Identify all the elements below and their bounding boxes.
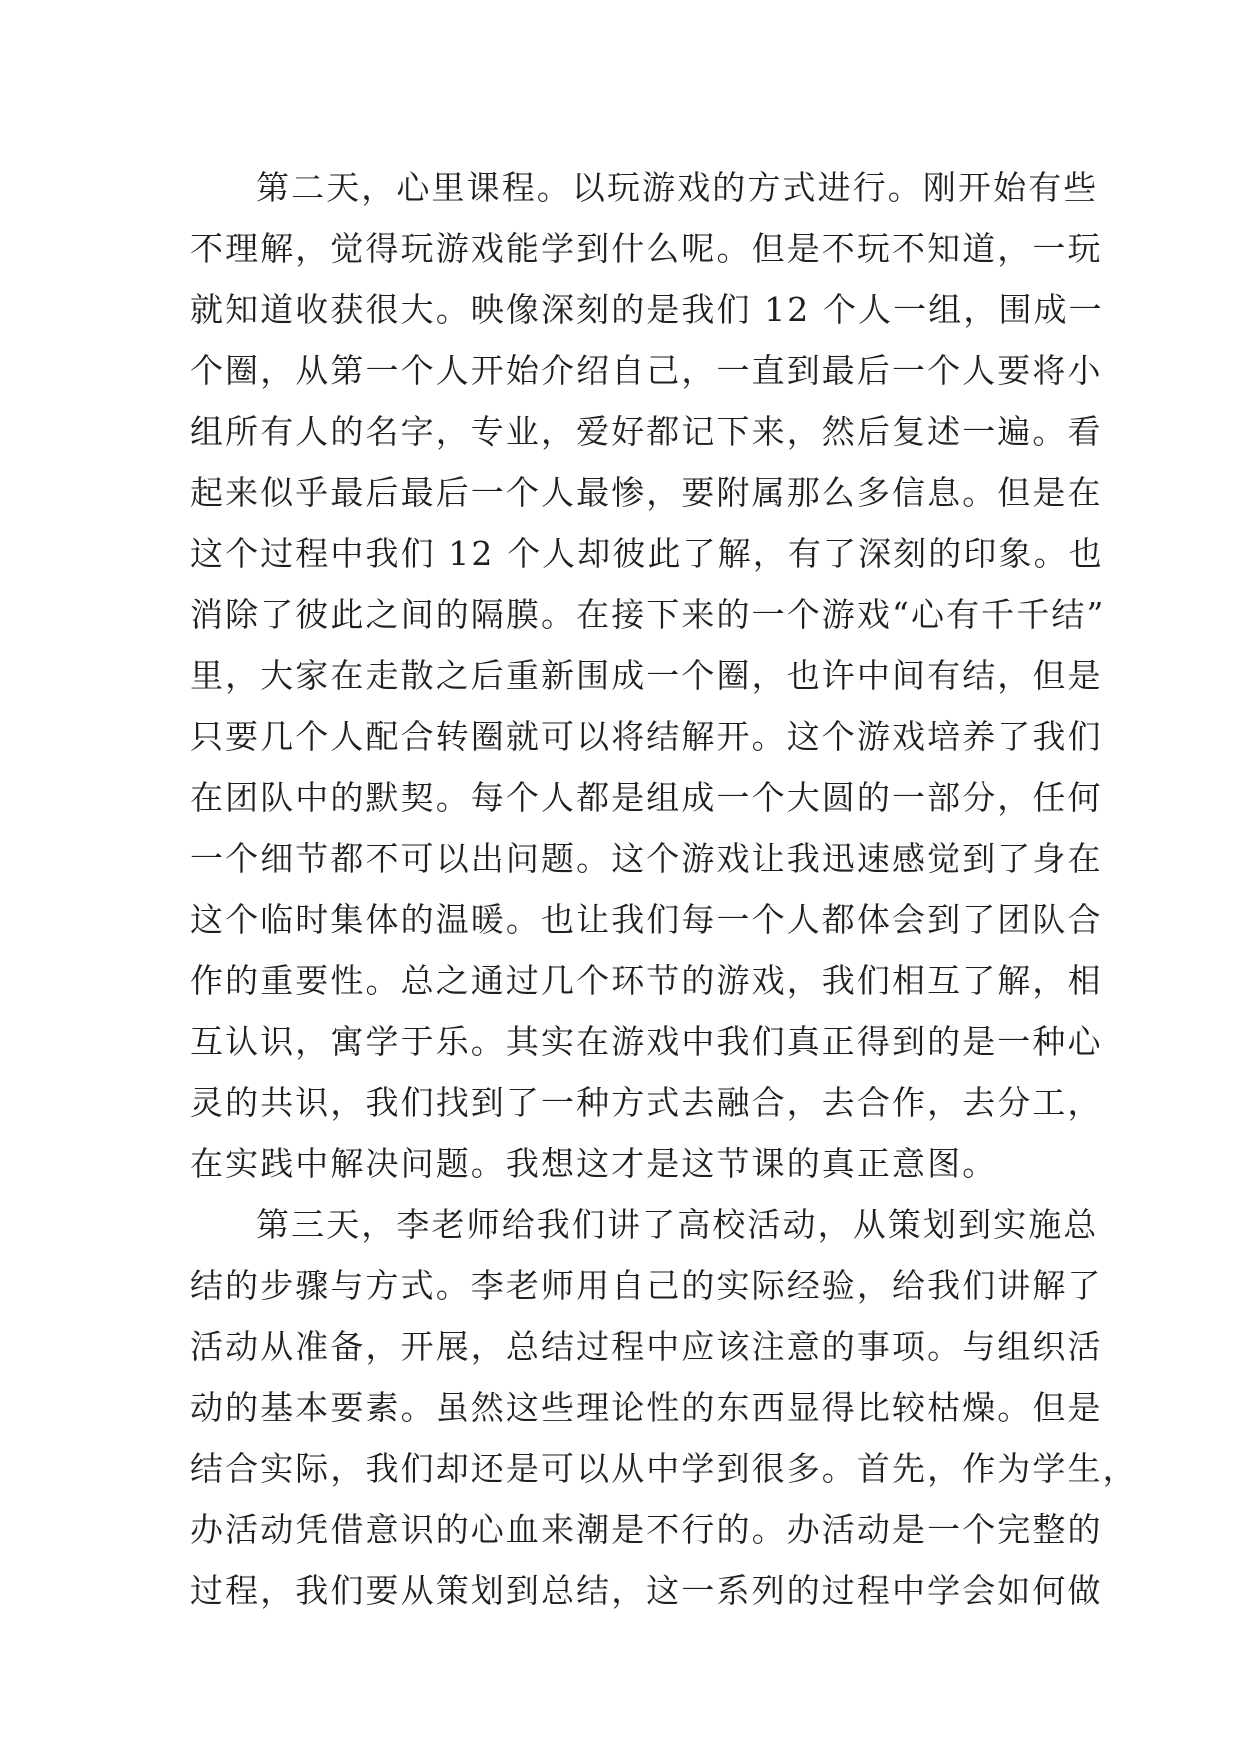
paragraph-1-line-15: 互认识，寓学于乐。其实在游戏中我们真正得到的是一种心 (190, 1022, 1103, 1061)
paragraph-2-line-2: 结的步骤与方式。李老师用自己的实际经验，给我们讲解了 (190, 1266, 1103, 1305)
paragraph-1-line-14: 作的重要性。总之通过几个环节的游戏，我们相互了解，相 (190, 961, 1103, 1000)
paragraph-1-line-17: 在实践中解决问题。我想这才是这节课的真正意图。 (190, 1144, 998, 1183)
paragraph-1-line-8: 消除了彼此之间的隔膜。在接下来的一个游戏“心有千千结” (190, 595, 1106, 634)
paragraph-1-line-10: 只要几个人配合转圈就可以将结解开。这个游戏培养了我们 (190, 717, 1103, 756)
paragraph-2-line-5: 结合实际，我们却还是可以从中学到很多。首先，作为学生， (190, 1449, 1138, 1488)
paragraph-1-line-9: 里，大家在走散之后重新围成一个圈，也许中间有结，但是 (190, 656, 1103, 695)
paragraph-2-line-1: 第三天，李老师给我们讲了高校活动，从策划到实施总 (256, 1205, 1099, 1244)
paragraph-1-line-4: 个圈，从第一个人开始介绍自己，一直到最后一个人要将小 (190, 351, 1103, 390)
paragraph-1-line-1: 第二天，心里课程。以玩游戏的方式进行。刚开始有些 (256, 168, 1099, 207)
paragraph-2-line-3: 活动从准备，开展，总结过程中应该注意的事项。与组织活 (190, 1327, 1103, 1366)
body-text (190, 157, 1138, 1621)
paragraph-1-line-12: 一个细节都不可以出问题。这个游戏让我迅速感觉到了身在 (190, 839, 1103, 878)
paragraph-1-line-5: 组所有人的名字，专业，爱好都记下来，然后复述一遍。看 (190, 412, 1103, 451)
paragraph-2-line-4: 动的基本要素。虽然这些理论性的东西显得比较枯燥。但是 (190, 1388, 1103, 1427)
paragraph-1-line-11: 在团队中的默契。每个人都是组成一个大圆的一部分，任何 (190, 778, 1103, 817)
paragraph-2-line-6: 办活动凭借意识的心血来潮是不行的。办活动是一个完整的 (190, 1510, 1103, 1549)
paragraph-1-line-6: 起来似乎最后最后一个人最惨，要附属那么多信息。但是在 (190, 473, 1103, 512)
paragraph-1-line-3: 就知道收获很大。映像深刻的是我们 12 个人一组，围成一 (190, 290, 1104, 329)
paragraph-2-line-7: 过程，我们要从策划到总结，这一系列的过程中学会如何做 (190, 1571, 1103, 1610)
paragraph-1-line-2: 不理解，觉得玩游戏能学到什么呢。但是不玩不知道，一玩 (190, 229, 1103, 268)
paragraph-1-line-16: 灵的共识，我们找到了一种方式去融合，去合作，去分工， (190, 1083, 1103, 1122)
paragraph-1-line-7: 这个过程中我们 12 个人却彼此了解，有了深刻的印象。也 (190, 534, 1104, 573)
paragraph-1-line-13: 这个临时集体的温暖。也让我们每一个人都体会到了团队合 (190, 900, 1103, 939)
